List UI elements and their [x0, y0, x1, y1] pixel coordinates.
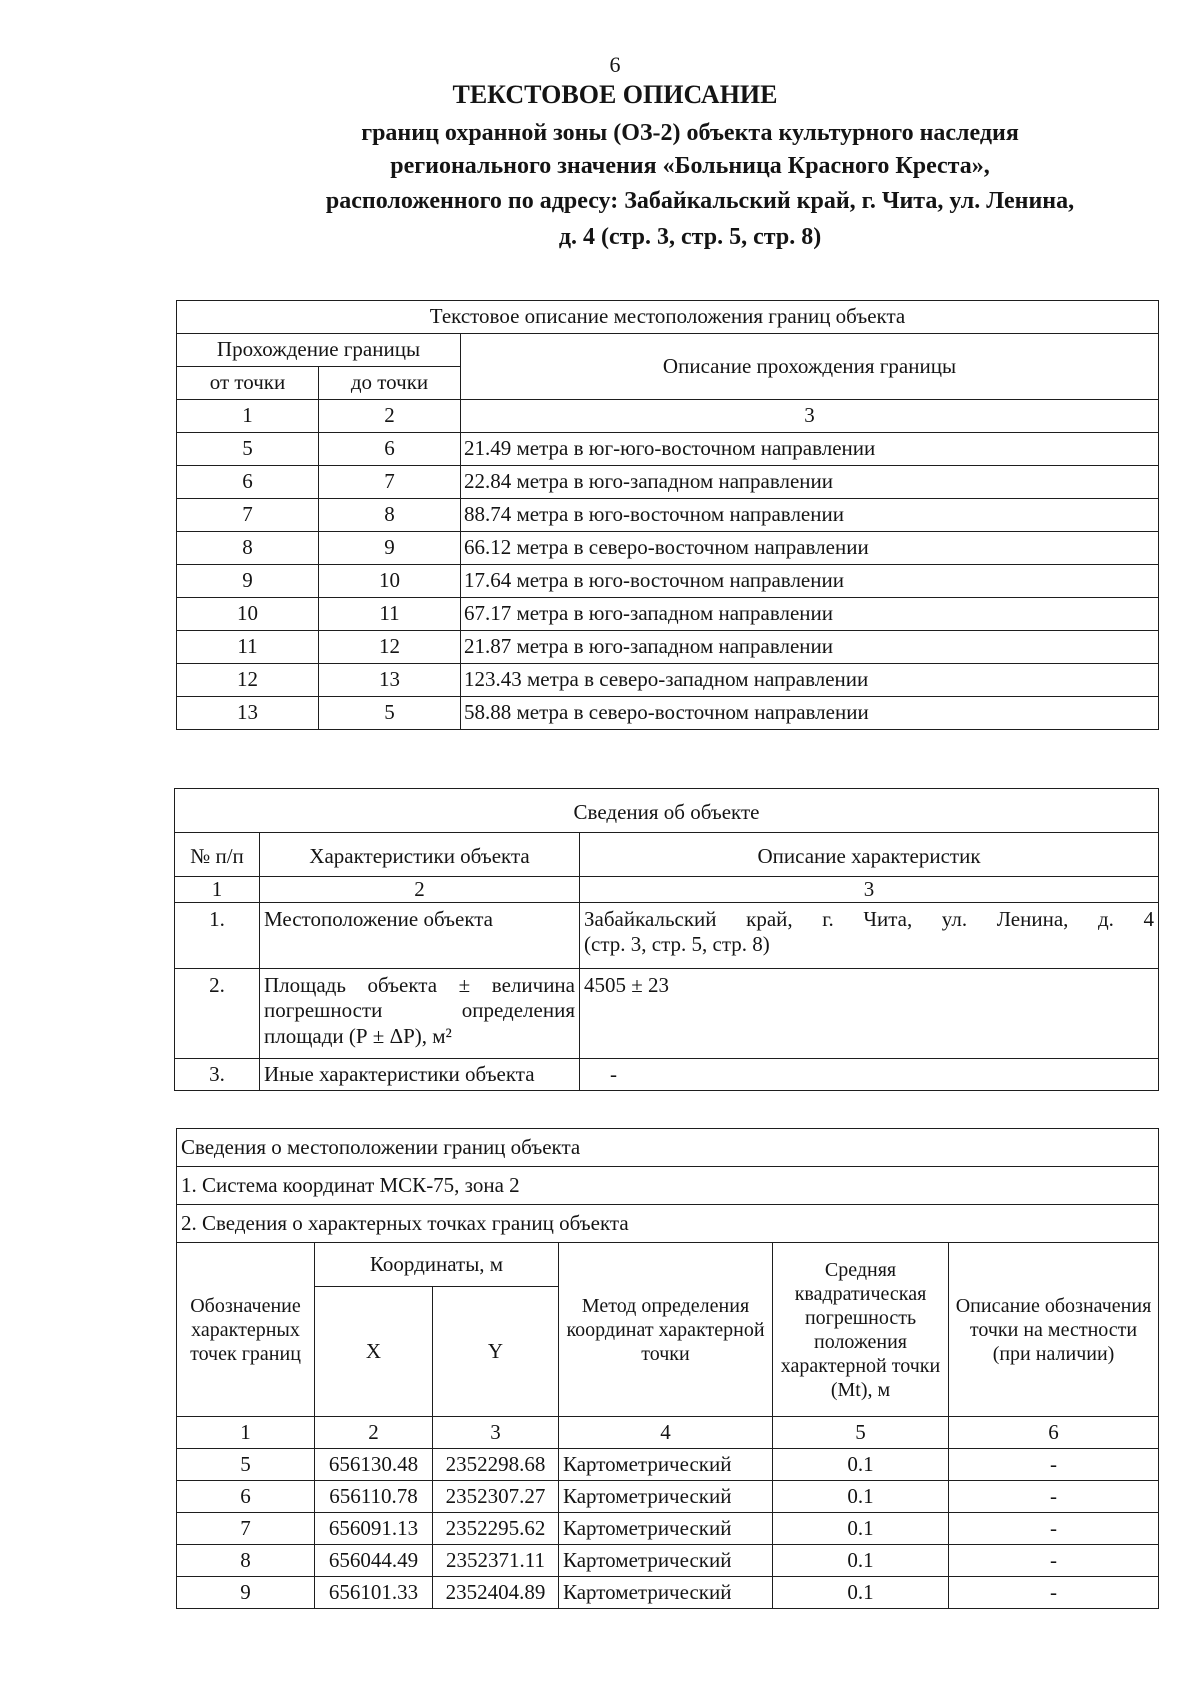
to-point: 12	[319, 631, 461, 664]
column-number: 1	[175, 877, 260, 903]
table-row	[177, 1545, 1159, 1577]
from-point: 7	[177, 499, 319, 532]
object-num-header: № п/п	[175, 833, 260, 877]
table-row	[177, 433, 1159, 466]
from-point: 6	[177, 466, 319, 499]
x-header: X	[315, 1287, 433, 1417]
table-row	[177, 466, 1159, 499]
method-header: Метод определения координат характерной точки	[559, 1243, 773, 1417]
table-row	[177, 1513, 1159, 1545]
column-number: 4	[559, 1417, 773, 1449]
table-row	[177, 1577, 1159, 1609]
mean-error: 0.1	[773, 1513, 949, 1545]
column-number: 2	[315, 1417, 433, 1449]
column-number: 3	[461, 400, 1159, 433]
to-point: 10	[319, 565, 461, 598]
from-point: 9	[177, 565, 319, 598]
object-desc-header: Описание характеристик	[580, 833, 1159, 877]
point-id: 8	[177, 1545, 315, 1577]
y-header: Y	[433, 1287, 559, 1417]
y-coordinate: 2352295.62	[433, 1513, 559, 1545]
segment-description: 21.49 метра в юг-юго-восточном направлении	[461, 433, 1159, 466]
column-number: 3	[580, 877, 1159, 903]
boundary-to-header: до точки	[319, 367, 461, 400]
segment-description: 21.87 метра в юго-западном направлении	[461, 631, 1159, 664]
table-row	[175, 969, 1159, 1059]
characteristic-name: Местоположение объекта	[260, 903, 580, 969]
x-coordinate: 656044.49	[315, 1545, 433, 1577]
column-number: 1	[177, 400, 319, 433]
area-line-1: Площадь объекта ± величина	[264, 973, 575, 998]
mean-error: 0.1	[773, 1449, 949, 1481]
segment-description: 22.84 метра в юго-западном направлении	[461, 466, 1159, 499]
error-header: Средняя квадратическая погрешность положения характерной точки (Mt), м	[773, 1243, 949, 1417]
to-point: 13	[319, 664, 461, 697]
segment-description: 88.74 метра в юго-восточном направлении	[461, 499, 1159, 532]
point-id: 6	[177, 1481, 315, 1513]
characteristic-value	[580, 903, 1159, 969]
points-table-title: Сведения о местоположении границ объекта	[177, 1129, 1159, 1167]
object-table-title: Сведения об объекте	[175, 789, 1159, 833]
boundary-pass-header: Прохождение границы	[177, 334, 461, 367]
mean-error: 0.1	[773, 1577, 949, 1609]
column-number: 3	[433, 1417, 559, 1449]
method: Картометрический	[559, 1481, 773, 1513]
document-title: ТЕКСТОВОЕ ОПИСАНИЕ	[452, 80, 778, 109]
method: Картометрический	[559, 1449, 773, 1481]
point-description: -	[949, 1449, 1159, 1481]
y-coordinate: 2352307.27	[433, 1481, 559, 1513]
subtitle-line-2: регионального значения «Больница Красного Креста»,	[390, 153, 990, 179]
subtitle-line-1: границ охранной зоны (ОЗ-2) объекта культурного наследия	[361, 120, 1019, 146]
table-row	[177, 499, 1159, 532]
coordinates-header: Координаты, м	[315, 1243, 559, 1287]
point-description: -	[949, 1481, 1159, 1513]
mean-error: 0.1	[773, 1481, 949, 1513]
to-point: 7	[319, 466, 461, 499]
segment-description: 66.12 метра в северо-восточном направлении	[461, 532, 1159, 565]
area-line-3: площади (Р ± ΔР), м²	[264, 1023, 452, 1048]
x-coordinate: 656110.78	[315, 1481, 433, 1513]
characteristic-name: Иные характеристики объекта	[260, 1059, 580, 1091]
point-description: -	[949, 1545, 1159, 1577]
characteristic-name	[260, 969, 580, 1059]
table-row	[177, 631, 1159, 664]
from-point: 13	[177, 697, 319, 730]
page-number: 6	[609, 52, 621, 77]
point-description: -	[949, 1513, 1159, 1545]
point-id: 9	[177, 1577, 315, 1609]
table-row	[177, 1449, 1159, 1481]
object-info-table	[174, 788, 1159, 1091]
segment-description: 123.43 метра в северо-западном направлении	[461, 664, 1159, 697]
to-point: 9	[319, 532, 461, 565]
table-row	[177, 697, 1159, 730]
designation-header: Обозначение характерных точек границ	[177, 1243, 315, 1417]
method: Картометрический	[559, 1577, 773, 1609]
boundary-points-table	[176, 1128, 1159, 1609]
coordinate-system: 1. Система координат МСК-75, зона 2	[177, 1167, 1159, 1205]
area-line-2: погрешности определения	[264, 998, 575, 1023]
y-coordinate: 2352371.11	[433, 1545, 559, 1577]
location-line-2: (стр. 3, стр. 5, стр. 8)	[584, 932, 770, 957]
table-row	[177, 532, 1159, 565]
column-number: 1	[177, 1417, 315, 1449]
segment-description: 67.17 метра в юго-западном направлении	[461, 598, 1159, 631]
subtitle-line-4: д. 4 (стр. 3, стр. 5, стр. 8)	[558, 224, 822, 250]
row-number: 1.	[175, 903, 260, 969]
from-point: 12	[177, 664, 319, 697]
segment-description: 58.88 метра в северо-восточном направлении	[461, 697, 1159, 730]
point-description: -	[949, 1577, 1159, 1609]
to-point: 6	[319, 433, 461, 466]
from-point: 8	[177, 532, 319, 565]
x-coordinate: 656101.33	[315, 1577, 433, 1609]
mean-error: 0.1	[773, 1545, 949, 1577]
table-row	[177, 1481, 1159, 1513]
to-point: 11	[319, 598, 461, 631]
characteristic-value: 4505 ± 23	[580, 969, 1159, 1059]
table-row	[177, 565, 1159, 598]
from-point: 5	[177, 433, 319, 466]
points-subtitle: 2. Сведения о характерных точках границ объекта	[177, 1205, 1159, 1243]
method: Картометрический	[559, 1545, 773, 1577]
object-char-header: Характеристики объекта	[260, 833, 580, 877]
boundary-table-title: Текстовое описание местоположения границ объекта	[177, 301, 1159, 334]
x-coordinate: 656091.13	[315, 1513, 433, 1545]
table-row	[177, 598, 1159, 631]
from-point: 10	[177, 598, 319, 631]
point-id: 7	[177, 1513, 315, 1545]
point-description-header: Описание обозначения точки на местности (при наличии)	[949, 1243, 1159, 1417]
boundary-desc-header: Описание прохождения границы	[461, 334, 1159, 400]
row-number: 2.	[175, 969, 260, 1059]
to-point: 5	[319, 697, 461, 730]
y-coordinate: 2352298.68	[433, 1449, 559, 1481]
x-coordinate: 656130.48	[315, 1449, 433, 1481]
y-coordinate: 2352404.89	[433, 1577, 559, 1609]
column-number: 2	[260, 877, 580, 903]
characteristic-value: -	[580, 1059, 1159, 1091]
column-number: 6	[949, 1417, 1159, 1449]
location-line-1: Забайкальский край, г. Чита, ул. Ленина, д. 4	[584, 907, 1155, 932]
boundary-description-table	[176, 300, 1159, 730]
segment-description: 17.64 метра в юго-восточном направлении	[461, 565, 1159, 598]
table-row	[175, 1059, 1159, 1091]
boundary-from-header: от точки	[177, 367, 319, 400]
column-number: 5	[773, 1417, 949, 1449]
method: Картометрический	[559, 1513, 773, 1545]
table-row	[177, 664, 1159, 697]
column-number: 2	[319, 400, 461, 433]
from-point: 11	[177, 631, 319, 664]
subtitle-line-3: расположенного по адресу: Забайкальский край, г. Чита, ул. Ленина,	[325, 188, 1075, 214]
to-point: 8	[319, 499, 461, 532]
point-id: 5	[177, 1449, 315, 1481]
row-number: 3.	[175, 1059, 260, 1091]
table-row	[175, 903, 1159, 969]
